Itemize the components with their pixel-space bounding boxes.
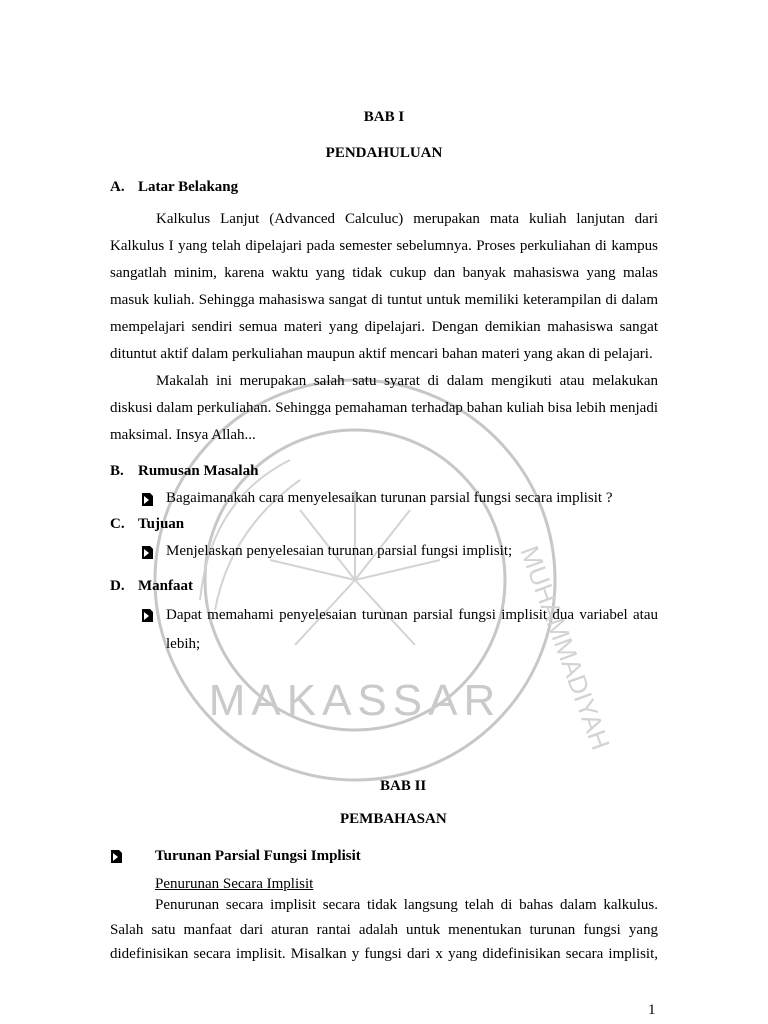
section-d-letter: D. bbox=[110, 578, 125, 594]
section-d-item-line1: Dapat memahami penyelesaian turunan parsial fungsi implisit dua variabel atau bbox=[166, 607, 658, 623]
section-a-para2-line1: Makalah ini merupakan salah satu syarat di dalam mengikuti atau melakukan bbox=[156, 373, 658, 389]
section-a-letter: A. bbox=[110, 179, 125, 195]
section-a-para1-line5: mempelajari sendiri semua materi yang dipelajari. Dengan demikian mahasiswa sangat bbox=[110, 319, 658, 335]
section-d-item-line2: lebih; bbox=[166, 636, 201, 652]
bab1-subtitle: PENDAHULUAN bbox=[325, 145, 443, 161]
bullet-icon bbox=[141, 545, 154, 560]
section-a-para2-line3: maksimal. Insya Allah... bbox=[110, 427, 256, 443]
section-c-letter: C. bbox=[110, 516, 125, 532]
section-c-heading: Tujuan bbox=[138, 516, 185, 532]
section-a-para2-line2: diskusi dalam perkuliahan. Sehingga pemahaman terhadap bahan kuliah bisa lebih menjadi bbox=[110, 400, 658, 416]
watermark-text: MAKASSAR bbox=[208, 676, 502, 725]
section-b-letter: B. bbox=[110, 463, 124, 479]
page-number: 1 bbox=[648, 1002, 656, 1018]
section-a-para1-line2: Kalkulus I yang telah dipelajari pada semester sebelumnya. Proses perkuliahan di kampus bbox=[110, 238, 658, 254]
bab1-title: BAB I bbox=[363, 109, 405, 125]
bab2-subtitle: PEMBAHASAN bbox=[340, 811, 447, 827]
bab2-subheading: Penurunan Secara Implisit bbox=[155, 876, 314, 892]
bab2-topic: Turunan Parsial Fungsi Implisit bbox=[155, 848, 361, 864]
section-b-heading: Rumusan Masalah bbox=[138, 463, 259, 479]
watermark-side-text: MUHAMMADIYAH bbox=[514, 541, 617, 754]
bab2-para-line3: didefinisikan secara implisit. Misalkan y fungsi dari x yang didefinisikan secara implisit, bbox=[110, 946, 658, 962]
section-a-para1-line1: Kalkulus Lanjut (Advanced Calculuc) merupakan mata kuliah lanjutan dari bbox=[156, 211, 658, 227]
section-c-item: Menjelaskan penyelesaian turunan parsial fungsi implisit; bbox=[166, 543, 513, 559]
section-a-heading: Latar Belakang bbox=[138, 179, 239, 195]
bab2-title: BAB II bbox=[380, 778, 427, 794]
bullet-icon bbox=[141, 608, 154, 623]
section-a-para1-line4: masuk kuliah. Sehingga mahasiswa sangat di tuntut untuk memiliki keterampilan di dalam bbox=[110, 292, 658, 308]
section-d-heading: Manfaat bbox=[138, 578, 193, 594]
section-a-para1-line3: sangatlah minim, karena waktu yang tidak cukup dan banyak mahasiswa yang malas bbox=[110, 265, 658, 281]
bullet-icon bbox=[141, 492, 154, 507]
bullet-icon bbox=[110, 849, 123, 864]
bab2-para-line1: Penurunan secara implisit secara tidak langsung telah di bahas dalam kalkulus. bbox=[155, 897, 658, 913]
bab2-para-line2: Salah satu manfaat dari aturan rantai adalah untuk menentukan turunan fungsi yang bbox=[110, 922, 658, 938]
section-a-para1-line6: dituntut aktif dalam perkuliahan maupun aktif mencari bahan materi yang akan di pelajari. bbox=[110, 346, 653, 362]
section-b-item: Bagaimanakah cara menyelesaikan turunan parsial fungsi secara implisit ? bbox=[166, 490, 613, 506]
